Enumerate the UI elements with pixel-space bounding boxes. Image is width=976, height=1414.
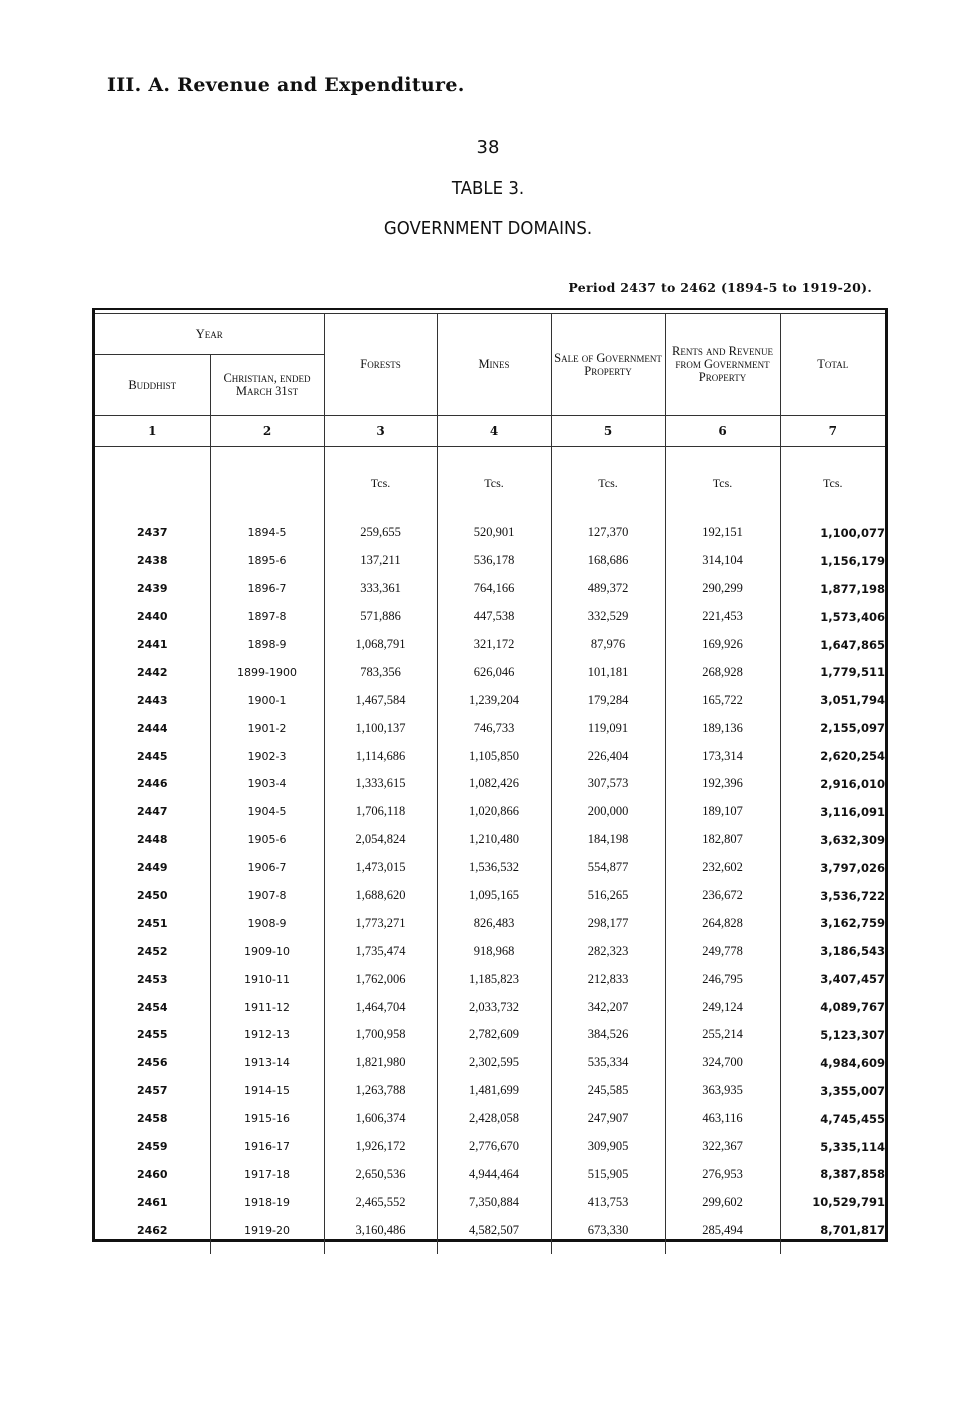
- buddhist-year-cell: 2440: [136, 610, 168, 624]
- total-value-cell: 4,089,767: [780, 993, 885, 1021]
- table-row: [95, 1105, 885, 1133]
- mines-value-cell: 1,020,866: [437, 798, 551, 826]
- rents-value-cell: 324,700: [665, 1049, 780, 1077]
- government-domains-table: [95, 314, 885, 1254]
- sale-value-cell: 332,529: [551, 603, 665, 631]
- total-value-cell: 1,647,865: [780, 631, 885, 659]
- column-number: 6: [665, 416, 780, 447]
- total-value-cell: 1,573,406: [780, 603, 885, 631]
- table-row: [95, 1077, 885, 1105]
- mines-value-cell: 520,901: [437, 519, 551, 547]
- forests-value-cell: 1,467,584: [324, 686, 437, 714]
- rents-value-cell: 276,953: [665, 1160, 780, 1188]
- header-forests: Forests: [324, 314, 437, 416]
- header-christian: Christian, ended March 31st: [210, 355, 324, 416]
- buddhist-year-cell: 2454: [136, 1000, 168, 1014]
- sale-value-cell: 226,404: [551, 742, 665, 770]
- sale-value-cell: 515,905: [551, 1160, 665, 1188]
- forests-value-cell: 1,263,788: [324, 1077, 437, 1105]
- sale-value-cell: 489,372: [551, 575, 665, 603]
- unit-label: Tcs.: [551, 447, 665, 520]
- forests-value-cell: 1,464,704: [324, 993, 437, 1021]
- table-row: [95, 826, 885, 854]
- forests-value-cell: 259,655: [324, 519, 437, 547]
- rents-value-cell: 322,367: [665, 1133, 780, 1161]
- christian-year-cell: 1894-5: [210, 519, 324, 547]
- table-row: [95, 1133, 885, 1161]
- forests-value-cell: 1,068,791: [324, 631, 437, 659]
- christian-year-cell: 1895-6: [210, 547, 324, 575]
- total-value-cell: 3,407,457: [780, 965, 885, 993]
- christian-year-cell: 1897-8: [210, 603, 324, 631]
- christian-year-cell: 1903-4: [210, 770, 324, 798]
- mines-value-cell: 2,782,609: [437, 1021, 551, 1049]
- table-row: [95, 882, 885, 910]
- mines-value-cell: 447,538: [437, 603, 551, 631]
- forests-value-cell: 2,650,536: [324, 1160, 437, 1188]
- total-value-cell: 3,186,543: [780, 937, 885, 965]
- total-value-cell: 3,116,091: [780, 798, 885, 826]
- buddhist-year-cell: 2462: [136, 1223, 168, 1237]
- sale-value-cell: 247,907: [551, 1105, 665, 1133]
- buddhist-year-cell: 2447: [136, 805, 168, 819]
- rents-value-cell: 189,136: [665, 714, 780, 742]
- header-rents: Rents and Revenue from Government Property: [665, 314, 780, 416]
- buddhist-year-cell: 2457: [136, 1084, 168, 1098]
- buddhist-year-cell: 2445: [136, 749, 168, 763]
- forests-value-cell: 1,773,271: [324, 909, 437, 937]
- mines-value-cell: 1,536,532: [437, 854, 551, 882]
- sale-value-cell: 298,177: [551, 909, 665, 937]
- header-sale: Sale of Government Property: [551, 314, 665, 416]
- christian-year-cell: 1906-7: [210, 854, 324, 882]
- mines-value-cell: 2,776,670: [437, 1133, 551, 1161]
- total-value-cell: 2,155,097: [780, 714, 885, 742]
- section-heading: III. A. Revenue and Expenditure.: [107, 74, 465, 96]
- mines-value-cell: 7,350,884: [437, 1188, 551, 1216]
- rents-value-cell: 249,778: [665, 937, 780, 965]
- forests-value-cell: 2,054,824: [324, 826, 437, 854]
- forests-value-cell: 1,926,172: [324, 1133, 437, 1161]
- rents-value-cell: 285,494: [665, 1216, 780, 1244]
- buddhist-year-cell: 2452: [136, 944, 168, 958]
- christian-year-cell: 1917-18: [210, 1160, 324, 1188]
- column-number: 5: [551, 416, 665, 447]
- mines-value-cell: 2,428,058: [437, 1105, 551, 1133]
- column-number: 7: [780, 416, 885, 447]
- mines-value-cell: 826,483: [437, 909, 551, 937]
- rents-value-cell: 268,928: [665, 658, 780, 686]
- buddhist-year-cell: 2460: [136, 1167, 168, 1181]
- rents-value-cell: 264,828: [665, 909, 780, 937]
- unit-label: Tcs.: [780, 447, 885, 520]
- total-value-cell: 4,984,609: [780, 1049, 885, 1077]
- christian-year-cell: 1904-5: [210, 798, 324, 826]
- rents-value-cell: 299,602: [665, 1188, 780, 1216]
- table-row: [95, 575, 885, 603]
- sale-value-cell: 516,265: [551, 882, 665, 910]
- total-value-cell: 1,156,179: [780, 547, 885, 575]
- buddhist-year-cell: 2450: [136, 889, 168, 903]
- buddhist-year-cell: 2453: [136, 972, 168, 986]
- total-value-cell: 1,100,077: [780, 519, 885, 547]
- rents-value-cell: 232,602: [665, 854, 780, 882]
- table-row: [95, 1216, 885, 1244]
- mines-value-cell: 918,968: [437, 937, 551, 965]
- total-value-cell: 2,620,254: [780, 742, 885, 770]
- mines-value-cell: 1,105,850: [437, 742, 551, 770]
- unit-label: [210, 447, 324, 520]
- table-row: [95, 993, 885, 1021]
- mines-value-cell: 536,178: [437, 547, 551, 575]
- mines-value-cell: 1,239,204: [437, 686, 551, 714]
- total-value-cell: 3,536,722: [780, 882, 885, 910]
- christian-year-cell: 1900-1: [210, 686, 324, 714]
- mines-value-cell: 1,082,426: [437, 770, 551, 798]
- table-row: [95, 714, 885, 742]
- rents-value-cell: 182,807: [665, 826, 780, 854]
- table-row: [95, 798, 885, 826]
- rents-value-cell: 363,935: [665, 1077, 780, 1105]
- table-row: [95, 854, 885, 882]
- christian-year-cell: 1902-3: [210, 742, 324, 770]
- table-row: [95, 742, 885, 770]
- total-value-cell: 3,797,026: [780, 854, 885, 882]
- column-number: 1: [95, 416, 210, 447]
- forests-value-cell: 3,160,486: [324, 1216, 437, 1244]
- table-row: [95, 603, 885, 631]
- total-value-cell: 3,051,794: [780, 686, 885, 714]
- sale-value-cell: 245,585: [551, 1077, 665, 1105]
- buddhist-year-cell: 2455: [136, 1028, 168, 1042]
- table-row: [95, 631, 885, 659]
- mines-value-cell: 1,481,699: [437, 1077, 551, 1105]
- christian-year-cell: 1913-14: [210, 1049, 324, 1077]
- buddhist-year-cell: 2443: [136, 693, 168, 707]
- rents-value-cell: 463,116: [665, 1105, 780, 1133]
- mines-value-cell: 1,095,165: [437, 882, 551, 910]
- table-row: [95, 909, 885, 937]
- forests-value-cell: 1,688,620: [324, 882, 437, 910]
- buddhist-year-cell: 2451: [136, 916, 168, 930]
- sale-value-cell: 384,526: [551, 1021, 665, 1049]
- table-row: [95, 1021, 885, 1049]
- sale-value-cell: 309,905: [551, 1133, 665, 1161]
- sale-value-cell: 535,334: [551, 1049, 665, 1077]
- mines-value-cell: 764,166: [437, 575, 551, 603]
- header-buddhist: Buddhist: [128, 377, 177, 392]
- rents-value-cell: 169,926: [665, 631, 780, 659]
- forests-value-cell: 2,465,552: [324, 1188, 437, 1216]
- sale-value-cell: 127,370: [551, 519, 665, 547]
- forests-value-cell: 783,356: [324, 658, 437, 686]
- forests-value-cell: 333,361: [324, 575, 437, 603]
- sale-value-cell: 554,877: [551, 854, 665, 882]
- buddhist-year-cell: 2438: [136, 554, 168, 568]
- forests-value-cell: 1,114,686: [324, 742, 437, 770]
- rents-value-cell: 290,299: [665, 575, 780, 603]
- total-value-cell: 3,162,759: [780, 909, 885, 937]
- total-value-cell: 8,387,858: [780, 1160, 885, 1188]
- total-value-cell: 1,877,198: [780, 575, 885, 603]
- table-row: [95, 1049, 885, 1077]
- sale-value-cell: 673,330: [551, 1216, 665, 1244]
- forests-value-cell: 571,886: [324, 603, 437, 631]
- table-row: [95, 519, 885, 547]
- rents-value-cell: 221,453: [665, 603, 780, 631]
- header-total: Total: [780, 314, 885, 416]
- column-number: 3: [324, 416, 437, 447]
- forests-value-cell: 137,211: [324, 547, 437, 575]
- christian-year-cell: 1898-9: [210, 631, 324, 659]
- column-number: 2: [210, 416, 324, 447]
- sale-value-cell: 282,323: [551, 937, 665, 965]
- total-value-cell: 2,916,010: [780, 770, 885, 798]
- sale-value-cell: 168,686: [551, 547, 665, 575]
- mines-value-cell: 4,944,464: [437, 1160, 551, 1188]
- buddhist-year-cell: 2444: [136, 721, 168, 735]
- christian-year-cell: 1896-7: [210, 575, 324, 603]
- table-row: [95, 1160, 885, 1188]
- mines-value-cell: 746,733: [437, 714, 551, 742]
- page-number: 38: [476, 137, 500, 158]
- mines-value-cell: 2,302,595: [437, 1049, 551, 1077]
- rents-value-cell: 192,151: [665, 519, 780, 547]
- rents-value-cell: 255,214: [665, 1021, 780, 1049]
- forests-value-cell: 1,821,980: [324, 1049, 437, 1077]
- christian-year-cell: 1914-15: [210, 1077, 324, 1105]
- buddhist-year-cell: 2461: [136, 1195, 168, 1209]
- table-row: [95, 937, 885, 965]
- christian-year-cell: 1912-13: [210, 1021, 324, 1049]
- buddhist-year-cell: 2458: [136, 1112, 168, 1126]
- sale-value-cell: 87,976: [551, 631, 665, 659]
- christian-year-cell: 1915-16: [210, 1105, 324, 1133]
- buddhist-year-cell: 2449: [136, 861, 168, 875]
- buddhist-year-cell: 2437: [136, 526, 168, 540]
- rents-value-cell: 236,672: [665, 882, 780, 910]
- christian-year-cell: 1905-6: [210, 826, 324, 854]
- total-value-cell: 8,701,817: [780, 1216, 885, 1244]
- table-number: TABLE 3.: [451, 178, 525, 199]
- table-row: [95, 547, 885, 575]
- sale-value-cell: 184,198: [551, 826, 665, 854]
- buddhist-year-cell: 2456: [136, 1056, 168, 1070]
- rents-value-cell: 249,124: [665, 993, 780, 1021]
- table-row: [95, 770, 885, 798]
- total-value-cell: 10,529,791: [780, 1188, 885, 1216]
- unit-label: Tcs.: [437, 447, 551, 520]
- mines-value-cell: 1,185,823: [437, 965, 551, 993]
- christian-year-cell: 1908-9: [210, 909, 324, 937]
- forests-value-cell: 1,473,015: [324, 854, 437, 882]
- mines-value-cell: 2,033,732: [437, 993, 551, 1021]
- table-row: [95, 965, 885, 993]
- unit-label: Tcs.: [665, 447, 780, 520]
- christian-year-cell: 1899-1900: [210, 658, 324, 686]
- buddhist-year-cell: 2459: [136, 1140, 168, 1154]
- mines-value-cell: 1,210,480: [437, 826, 551, 854]
- sale-value-cell: 413,753: [551, 1188, 665, 1216]
- christian-year-cell: 1907-8: [210, 882, 324, 910]
- sale-value-cell: 101,181: [551, 658, 665, 686]
- buddhist-year-cell: 2442: [136, 665, 168, 679]
- buddhist-year-cell: 2448: [136, 833, 168, 847]
- total-value-cell: 5,335,114: [780, 1133, 885, 1161]
- table-row: [95, 658, 885, 686]
- christian-year-cell: 1919-20: [210, 1216, 324, 1244]
- buddhist-year-cell: 2439: [136, 582, 168, 596]
- forests-value-cell: 1,333,615: [324, 770, 437, 798]
- sale-value-cell: 200,000: [551, 798, 665, 826]
- total-value-cell: 3,632,309: [780, 826, 885, 854]
- sale-value-cell: 119,091: [551, 714, 665, 742]
- rents-value-cell: 173,314: [665, 742, 780, 770]
- table-row: [95, 1188, 885, 1216]
- sale-value-cell: 212,833: [551, 965, 665, 993]
- buddhist-year-cell: 2441: [136, 638, 168, 651]
- rents-value-cell: 246,795: [665, 965, 780, 993]
- forests-value-cell: 1,706,118: [324, 798, 437, 826]
- christian-year-cell: 1901-2: [210, 714, 324, 742]
- forests-value-cell: 1,735,474: [324, 937, 437, 965]
- mines-value-cell: 321,172: [437, 631, 551, 659]
- total-value-cell: 3,355,007: [780, 1077, 885, 1105]
- mines-value-cell: 626,046: [437, 658, 551, 686]
- total-value-cell: 4,745,455: [780, 1105, 885, 1133]
- forests-value-cell: 1,100,137: [324, 714, 437, 742]
- header-year: Year: [95, 314, 324, 355]
- forests-value-cell: 1,762,006: [324, 965, 437, 993]
- unit-label: [95, 447, 210, 520]
- buddhist-year-cell: 2446: [136, 777, 168, 791]
- rents-value-cell: 192,396: [665, 770, 780, 798]
- christian-year-cell: 1910-11: [210, 965, 324, 993]
- rents-value-cell: 165,722: [665, 686, 780, 714]
- header-mines: Mines: [437, 314, 551, 416]
- total-value-cell: 1,779,511: [780, 658, 885, 686]
- forests-value-cell: 1,606,374: [324, 1105, 437, 1133]
- christian-year-cell: 1916-17: [210, 1133, 324, 1161]
- sale-value-cell: 179,284: [551, 686, 665, 714]
- sale-value-cell: 307,573: [551, 770, 665, 798]
- unit-label: Tcs.: [324, 447, 437, 520]
- table-row: [95, 686, 885, 714]
- table-bottom-spacer: [95, 1244, 885, 1254]
- mines-value-cell: 4,582,507: [437, 1216, 551, 1244]
- column-number: 4: [437, 416, 551, 447]
- rents-value-cell: 314,104: [665, 547, 780, 575]
- christian-year-cell: 1909-10: [210, 937, 324, 965]
- period-note: Period 2437 to 2462 (1894-5 to 1919-20).: [568, 280, 872, 295]
- table-title: GOVERNMENT DOMAINS.: [383, 218, 593, 239]
- total-value-cell: 5,123,307: [780, 1021, 885, 1049]
- christian-year-cell: 1911-12: [210, 993, 324, 1021]
- rents-value-cell: 189,107: [665, 798, 780, 826]
- forests-value-cell: 1,700,958: [324, 1021, 437, 1049]
- sale-value-cell: 342,207: [551, 993, 665, 1021]
- christian-year-cell: 1918-19: [210, 1188, 324, 1216]
